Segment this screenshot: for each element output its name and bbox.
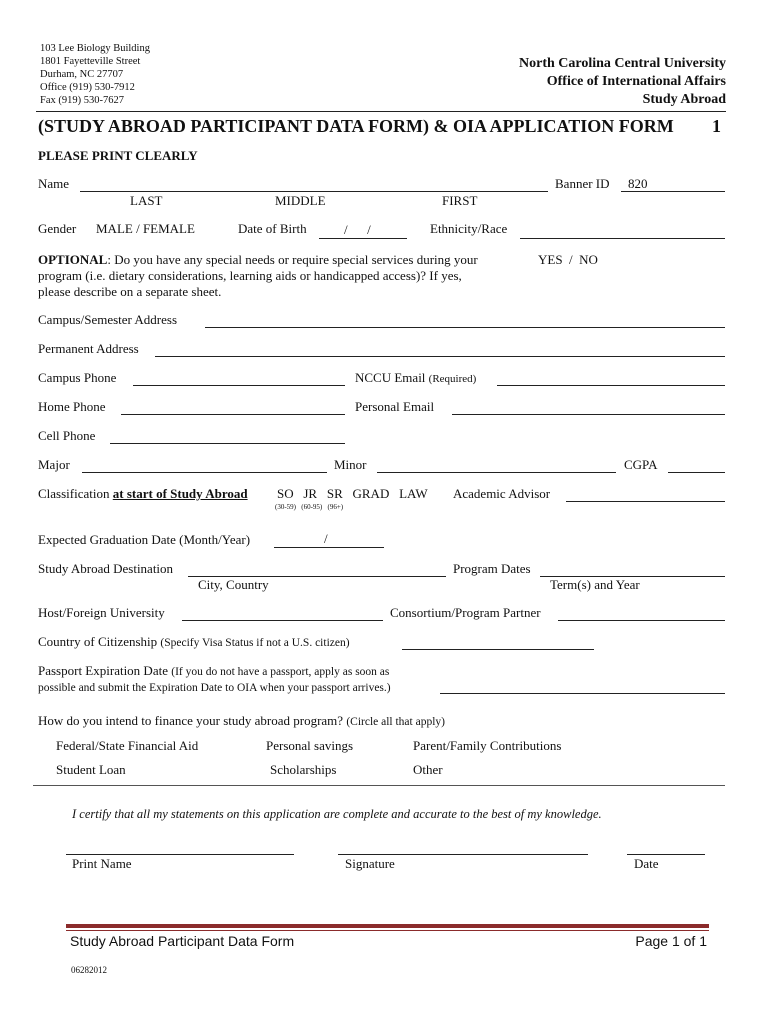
campus-phone-field[interactable] <box>133 385 345 386</box>
name-middle-caption: MIDDLE <box>275 193 326 208</box>
dob-slashes: / / <box>344 222 371 237</box>
header-divider <box>36 111 726 112</box>
major-label: Major <box>38 457 70 472</box>
destination-caption: City, Country <box>198 577 269 592</box>
classification-options[interactable]: SO JR SR GRAD LAW <box>277 486 428 501</box>
grad-date-slash: / <box>324 531 328 546</box>
nccu-email-note: (Required) <box>428 373 477 385</box>
advisor-label: Academic Advisor <box>453 486 551 501</box>
ethnicity-label: Ethnicity/Race <box>430 221 508 236</box>
finance-option[interactable]: Personal savings <box>266 738 354 753</box>
personal-email-field[interactable] <box>452 414 725 415</box>
home-phone-label: Home Phone <box>38 399 106 414</box>
name-first-caption: FIRST <box>442 193 478 208</box>
grad-date-field[interactable] <box>274 547 384 548</box>
optional-text: program (i.e. dietary considerations, learning aids or handicapped access)? If yes, <box>38 268 462 283</box>
permanent-address-label: Permanent Address <box>38 341 139 356</box>
personal-email-label: Personal Email <box>355 399 435 414</box>
university-name: North Carolina Central University <box>519 56 726 71</box>
campus-address-label: Campus/Semester Address <box>38 312 178 327</box>
print-name-label: Print Name <box>72 856 132 871</box>
home-phone-field[interactable] <box>121 414 345 415</box>
permanent-address-field[interactable] <box>155 356 725 357</box>
program-dates-label: Program Dates <box>453 561 531 576</box>
minor-label: Minor <box>334 457 367 472</box>
address-line: 1801 Fayetteville Street <box>40 56 141 67</box>
passport-field[interactable] <box>440 693 725 694</box>
citizenship-field[interactable] <box>402 649 594 650</box>
passport-note: possible and submit the Expiration Date to OIA when your passport arrives.) <box>38 682 391 694</box>
major-field[interactable] <box>82 472 327 473</box>
institution-block <box>519 55 726 109</box>
page-number: 1 <box>712 116 721 136</box>
campus-address-field[interactable] <box>205 327 725 328</box>
citizenship-label: Country of Citizenship (Specify Visa Status if not a U.S. citizen) <box>38 634 350 649</box>
minor-field[interactable] <box>377 472 616 473</box>
address-line: Office (919) 530-7912 <box>40 82 135 93</box>
address-line: Fax (919) 530-7627 <box>40 95 124 106</box>
gender-label: Gender <box>38 221 77 236</box>
host-university-label: Host/Foreign University <box>38 605 165 620</box>
finance-note: (Circle all that apply) <box>346 716 445 728</box>
cell-phone-field[interactable] <box>110 443 345 444</box>
cell-phone-label: Cell Phone <box>38 428 96 443</box>
footer-code: 06282012 <box>71 965 107 975</box>
name-last-caption: LAST <box>130 193 163 208</box>
nccu-email-field[interactable] <box>497 385 725 386</box>
signature-label: Signature <box>345 856 395 871</box>
address-line: Durham, NC 27707 <box>40 69 124 80</box>
optional-question <box>38 252 478 300</box>
classification-emphasis: at start of Study Abroad <box>112 486 248 501</box>
classification-label: Classification at start of Study Abroad <box>38 486 248 501</box>
department-name: Study Abroad <box>642 92 726 107</box>
program-dates-caption: Term(s) and Year <box>550 577 640 592</box>
gender-options[interactable]: MALE / FEMALE <box>96 221 195 236</box>
banner-id-field[interactable] <box>621 191 725 192</box>
destination-label: Study Abroad Destination <box>38 561 174 576</box>
classification-ranges: (30-59) (60-95) (96+) <box>275 503 344 511</box>
footer-rule <box>66 924 709 928</box>
footer-rule-thin <box>66 930 709 931</box>
finance-question: How do you intend to finance your study abroad program? (Circle all that apply) <box>38 713 445 728</box>
print-note: PLEASE PRINT CLEARLY <box>38 148 198 163</box>
grad-date-label: Expected Graduation Date (Month/Year) <box>38 532 251 547</box>
consortium-label: Consortium/Program Partner <box>390 605 541 620</box>
certification-statement: I certify that all my statements on this application are complete and accurate to the best of my knowledge. <box>72 807 602 821</box>
advisor-field[interactable] <box>566 501 725 502</box>
host-university-field[interactable] <box>182 620 383 621</box>
name-label: Name <box>38 176 70 191</box>
date-field[interactable] <box>627 854 705 855</box>
cgpa-label: CGPA <box>624 457 658 472</box>
ethnicity-field[interactable] <box>520 238 725 239</box>
form-title: (STUDY ABROAD PARTICIPANT DATA FORM) & OIA APPLICATION FORM <box>38 116 674 136</box>
name-field[interactable] <box>80 191 548 192</box>
optional-label: OPTIONAL <box>38 252 108 267</box>
finance-option[interactable]: Scholarships <box>270 762 337 777</box>
signature-field[interactable] <box>338 854 588 855</box>
citizenship-note: (Specify Visa Status if not a U.S. citizen) <box>160 637 350 649</box>
finance-option[interactable]: Parent/Family Contributions <box>413 738 562 753</box>
passport-label: Passport Expiration Date (If you do not have a passport, apply as soon as possible and submit the Expiration Date to OIA when your passport arrives.) <box>38 663 391 694</box>
campus-phone-label: Campus Phone <box>38 370 117 385</box>
banner-id-label: Banner ID <box>555 176 610 191</box>
optional-text: please describe on a separate sheet. <box>38 284 222 299</box>
finance-divider <box>33 785 725 786</box>
finance-option[interactable]: Federal/State Financial Aid <box>56 738 199 753</box>
cgpa-field[interactable] <box>668 472 725 473</box>
finance-option[interactable]: Other <box>413 762 443 777</box>
consortium-field[interactable] <box>558 620 725 621</box>
date-label: Date <box>634 856 659 871</box>
passport-note: (If you do not have a passport, apply as soon as <box>171 666 390 678</box>
banner-id-value: 820 <box>628 176 648 191</box>
footer-page-number: Page 1 of 1 <box>635 933 707 949</box>
nccu-email-label: NCCU Email (Required) <box>355 370 477 385</box>
address-line: 103 Lee Biology Building <box>40 43 150 54</box>
office-address <box>40 42 150 107</box>
dob-label: Date of Birth <box>238 221 307 236</box>
special-needs-yes-no[interactable]: YES / NO <box>538 252 598 267</box>
office-name: Office of International Affairs <box>546 74 726 89</box>
footer-form-name: Study Abroad Participant Data Form <box>70 933 295 949</box>
dob-field[interactable] <box>319 238 407 239</box>
optional-text: : Do you have any special needs or require special services during your <box>107 252 478 267</box>
print-name-field[interactable] <box>66 854 294 855</box>
finance-option[interactable]: Student Loan <box>56 762 126 777</box>
